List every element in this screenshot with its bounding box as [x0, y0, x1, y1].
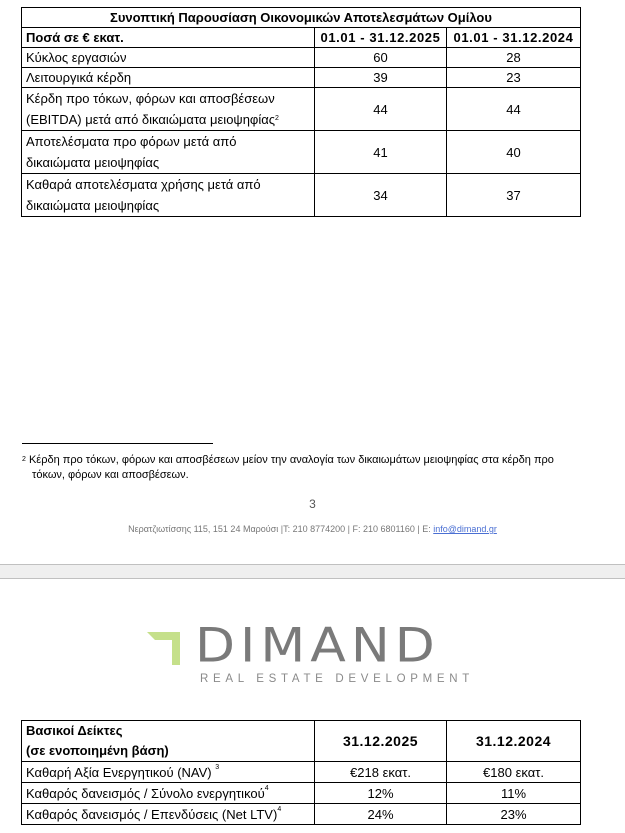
table-row: [22, 88, 581, 131]
header-amounts: Ποσά σε € εκατ.: [22, 28, 315, 48]
row-label: Καθαρή Αξία Ενεργητικού (NAV) $^3$: [22, 762, 315, 783]
table-row: [22, 68, 581, 88]
company-address: Νερατζιωτίσσης 115, 151 24 Μαρούσι |T: 210 8774200 | F: 210 6801160 | E: info@dimand.gr: [128, 524, 497, 534]
value-2025: 24%: [315, 804, 447, 825]
row-label: Καθαρός δανεισμός / Σύνολο ενεργητικού$^4$: [22, 783, 315, 804]
value-2025: €218 εκατ.: [315, 762, 447, 783]
value-2024: 37: [447, 174, 581, 217]
header-indicators: Βασικοί Δείκτες (σε ενοποιημένη βάση): [22, 721, 315, 762]
logo-wordmark: DIMAND: [195, 619, 440, 674]
page-separator: [0, 564, 625, 579]
footnote-ref: 4: [277, 805, 282, 813]
footnote-ref: 3: [215, 763, 220, 771]
header-2024: 01.01 - 31.12.2024: [447, 28, 581, 48]
table-row: [22, 131, 581, 174]
footnote-divider: [22, 443, 213, 444]
page-number: 3: [309, 497, 316, 511]
logo-tagline: REAL ESTATE DEVELOPMENT: [200, 673, 475, 685]
value-2024: 23%: [447, 804, 581, 825]
value-2025: 44: [315, 88, 447, 131]
key-indicators-table: [21, 720, 581, 825]
header-2025: 01.01 - 31.12.2025: [315, 28, 447, 48]
header-2024: 31.12.2024: [447, 721, 581, 762]
logo-mark-icon: [147, 632, 187, 672]
value-2025: 39: [315, 68, 447, 88]
table-row: [22, 174, 581, 217]
value-2025: 41: [315, 131, 447, 174]
row-label: Καθαρά αποτελέσματα χρήσης μετά από δικαιώματα μειοψηφίας: [22, 174, 315, 217]
footnote-ref: 4: [264, 784, 269, 792]
header-2025: 31.12.2025: [315, 721, 447, 762]
row-label: Λειτουργικά κέρδη: [22, 68, 315, 88]
footnote-marker: 2: [22, 456, 26, 463]
value-2024: 40: [447, 131, 581, 174]
table-row: [22, 48, 581, 68]
table-row: [22, 783, 581, 804]
dimand-logo: [147, 619, 475, 693]
footnote-ref: 2: [275, 115, 279, 122]
value-2024: 28: [447, 48, 581, 68]
table-title: Συνοπτική Παρουσίαση Οικονομικών Αποτελεσμάτων Ομίλου: [22, 8, 581, 28]
value-2024: 11%: [447, 783, 581, 804]
value-2025: 34: [315, 174, 447, 217]
row-label: Κύκλος εργασιών: [22, 48, 315, 68]
value-2025: 60: [315, 48, 447, 68]
table-row: [22, 804, 581, 825]
value-2025: 12%: [315, 783, 447, 804]
financial-results-table: [21, 7, 581, 217]
footnote: $^2$ Κέρδη προ τόκων, φόρων και αποσβέσεων μείον την αναλογία των δικαιωμάτων μειοψηφίας στα κέρδη προ τόκων, φόρων και αποσβέσεων.: [22, 454, 554, 481]
row-label: Αποτελέσματα προ φόρων μετά από δικαιώματα μειοψηφίας: [22, 131, 315, 174]
value-2024: €180 εκατ.: [447, 762, 581, 783]
value-2024: 44: [447, 88, 581, 131]
row-label: Καθαρός δανεισμός / Επενδύσεις (Net LTV)$^4$: [22, 804, 315, 825]
table-row: [22, 762, 581, 783]
email-link[interactable]: info@dimand.gr: [433, 524, 497, 534]
value-2024: 23: [447, 68, 581, 88]
row-label: Κέρδη προ τόκων, φόρων και αποσβέσεων (EBITDA) μετά από δικαιώματα μειοψηφίας$^2$: [22, 88, 315, 131]
